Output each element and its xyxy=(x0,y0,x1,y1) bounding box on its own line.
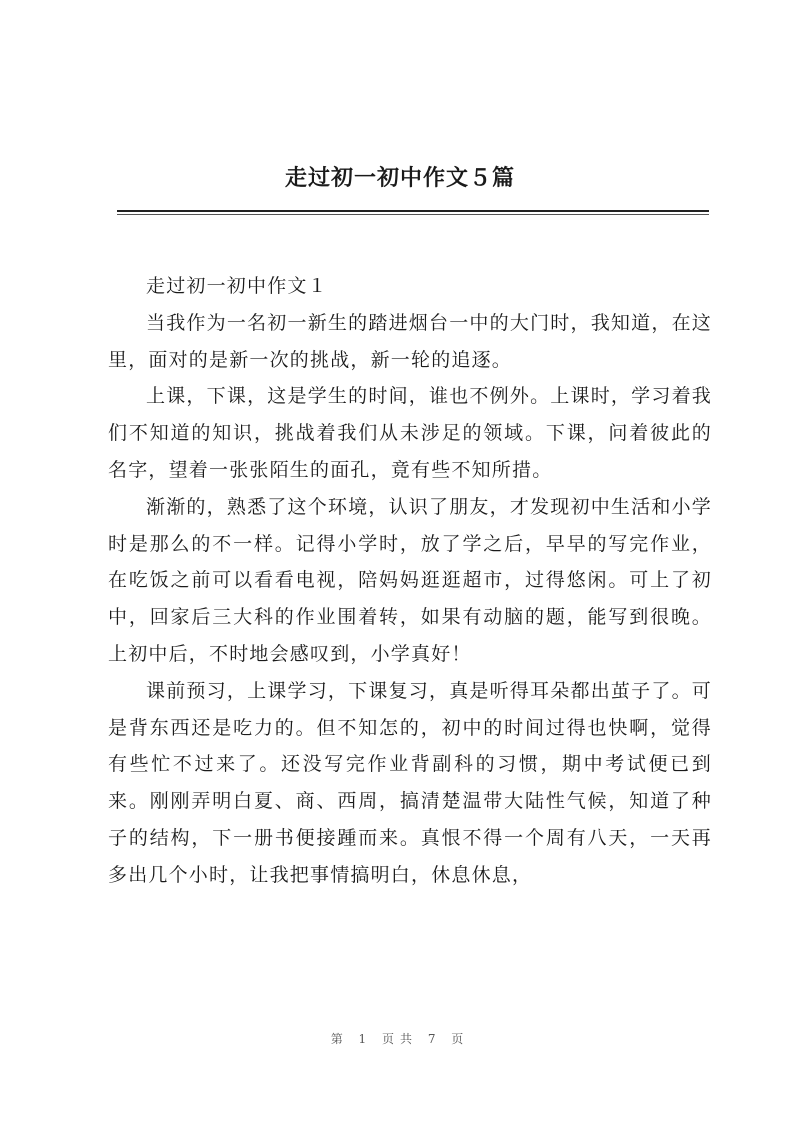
paragraph-2: 上课，下课，这是学生的时间，谁也不例外。上课时，学习着我们不知道的知识，挑战着我们从未涉足的领域。下课，问着彼此的名字，望着一张张陌生的面孔，竟有些不知所措。 xyxy=(108,385,712,481)
section-heading: 走过初一初中作文１ xyxy=(146,275,328,297)
document-body xyxy=(108,268,712,894)
paragraph-1: 当我作为一名初一新生的踏进烟台一中的大门时，我知道，在这里，面对的是新一次的挑战，新一轮的追逐。 xyxy=(108,311,712,371)
page-number: 第 1 页共 7 页 xyxy=(330,1032,470,1046)
paragraph-3: 渐渐的，熟悉了这个环境，认识了朋友，才发现初中生活和小学时是那么的不一样。记得小学时，放了学之后，早早的写完作业，在吃饭之前可以看看电视，陪妈妈逛逛超市，过得悠闲。可上了初中，回家后三大科的作业围着转，如果有动脑的题，能写到很晚。上初中后，不时地会感叹到，小学真好！ xyxy=(108,495,712,665)
title-divider-thin xyxy=(117,214,709,215)
document-title: 走过初一初中作文５篇 xyxy=(284,165,515,191)
title-divider xyxy=(117,210,709,212)
paragraph-4: 课前预习，上课学习，下课复习，真是听得耳朵都出茧子了。可是背东西还是吃力的。但不知怎的，初中的时间过得也快啊，觉得有些忙不过来了。还没写完作业背副科的习惯，期中考试便已到来。刚刚弄明白夏、商、西周，搞清楚温带大陆性气候，知道了种子的结构，下一册书便接踵而来。真恨不得一个周有八天，一天再多出几个小时，让我把事情搞明白，休息休息， xyxy=(108,679,712,886)
